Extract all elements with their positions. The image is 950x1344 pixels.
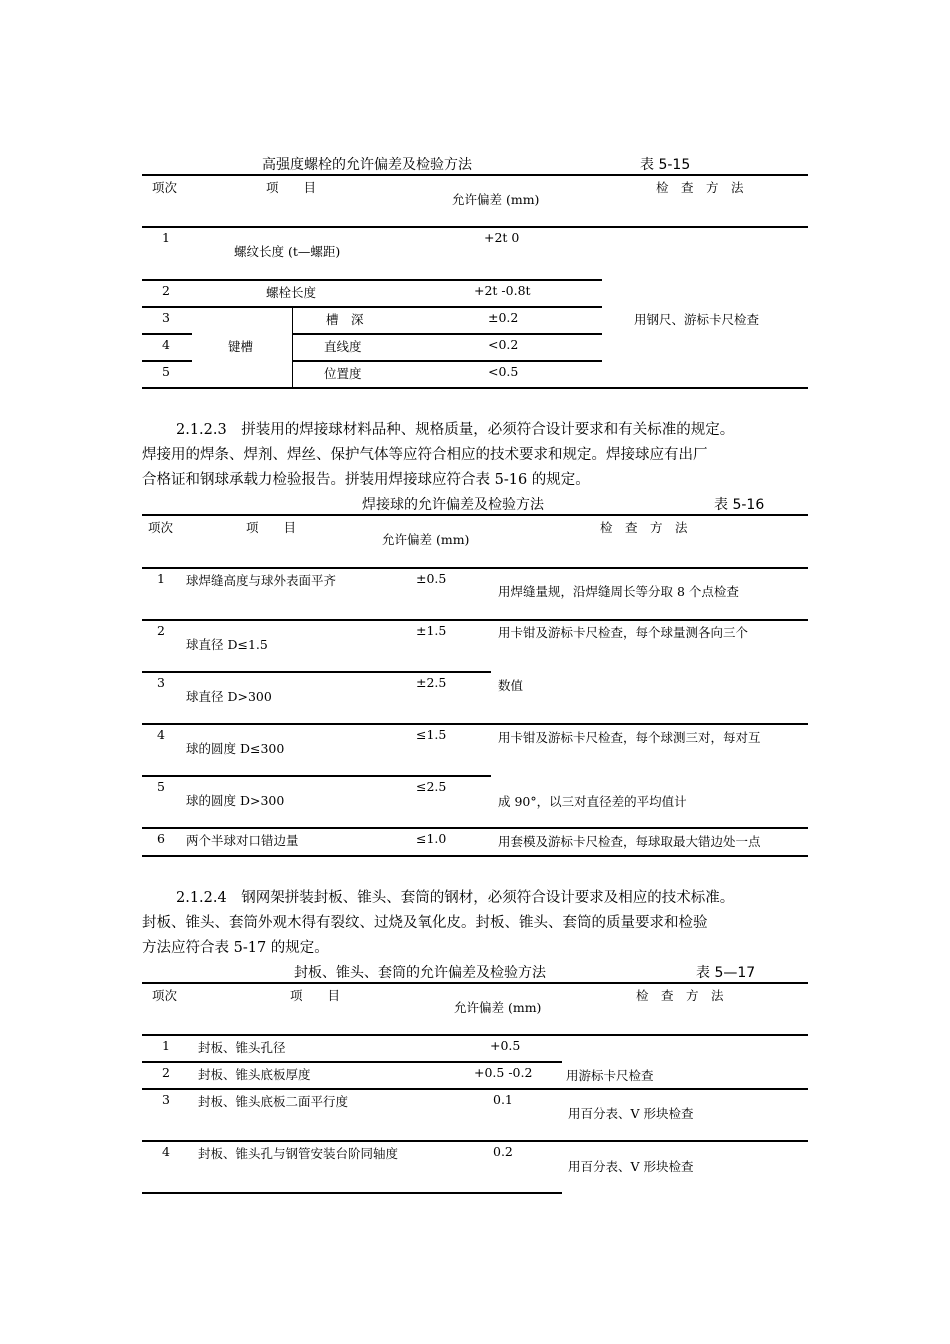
- header-no: 项次: [152, 180, 178, 195]
- paragraph-line: 焊接用的焊条、焊剂、焊丝、保护气体等应符合相应的技术要求和规定。焊接球应有出厂: [142, 447, 708, 463]
- table-title: 高强度螺栓的允许偏差及检验方法: [262, 157, 472, 173]
- row-method: 用百分表、V 形块检查: [568, 1159, 694, 1174]
- header-item: 项 目: [290, 988, 341, 1003]
- row-subitem: 直线度: [324, 339, 362, 354]
- row-method: 用套模及游标卡尺检查，每球取最大错边处一点: [498, 834, 761, 849]
- row-method: 用卡钳及游标卡尺检查，每个球测三对，每对互: [498, 730, 761, 745]
- table-title: 封板、锥头、套筒的允许偏差及检验方法: [294, 965, 546, 981]
- row-item: 封板、锥头底板二面平行度: [198, 1094, 349, 1109]
- row-tolerance: <0.2: [488, 337, 519, 352]
- row-tolerance: +2t 0: [484, 230, 520, 245]
- row-method: 用卡钳及游标卡尺检查，每个球量测各向三个: [498, 625, 749, 640]
- table-label: 表 5-16: [714, 497, 765, 513]
- row-no: 4: [162, 337, 170, 352]
- row-tolerance: 0.1: [493, 1092, 513, 1107]
- paragraph-line: 合格证和钢球承载力检验报告。拼装用焊接球应符合表 5-16 的规定。: [142, 472, 590, 488]
- header-no: 项次: [152, 988, 178, 1003]
- row-subitem: 位置度: [324, 366, 362, 381]
- table-label: 表 5-15: [640, 157, 691, 173]
- row-item: 封板、锥头孔与钢管安装台阶同轴度: [198, 1146, 399, 1161]
- row-no: 3: [157, 675, 165, 690]
- row-tolerance: ±0.2: [488, 310, 519, 325]
- row-item: 螺栓长度: [266, 285, 317, 300]
- row-method: 用钢尺、游标卡尺检查: [634, 312, 760, 327]
- row-item: 封板、锥头底板厚度: [198, 1067, 311, 1082]
- row-no: 1: [162, 1038, 170, 1053]
- row-method: 数值: [498, 678, 524, 693]
- row-no: 3: [162, 310, 170, 325]
- paragraph-line: 方法应符合表 5-17 的规定。: [142, 940, 329, 956]
- row-method: 用游标卡尺检查: [566, 1068, 654, 1083]
- header-tolerance: 允许偏差 (mm): [382, 532, 470, 547]
- row-item: 两个半球对口错边量: [186, 833, 299, 848]
- row-item: 球的圆度 D≤300: [186, 741, 285, 756]
- row-tolerance: <0.5: [488, 364, 519, 379]
- table-title: 焊接球的允许偏差及检验方法: [362, 497, 544, 513]
- row-no: 2: [162, 283, 170, 298]
- row-tolerance: +0.5 -0.2: [474, 1065, 533, 1080]
- row-no: 1: [162, 230, 170, 245]
- row-item: 螺纹长度 (t—螺距): [234, 244, 341, 259]
- row-item: 球直径 D≤1.5: [186, 637, 268, 652]
- header-item: 项 目: [246, 520, 297, 535]
- row-no: 2: [157, 623, 165, 638]
- header-method: 检 查 方 法: [600, 520, 688, 535]
- row-item: 封板、锥头孔径: [198, 1040, 286, 1055]
- row-no: 3: [162, 1092, 170, 1107]
- table-label: 表 5—17: [696, 965, 756, 981]
- header-item: 项 目: [266, 180, 317, 195]
- row-tolerance: +0.5: [490, 1038, 521, 1053]
- paragraph-line: 2.1.2.3 拼装用的焊接球材料品种、规格质量，必须符合设计要求和有关标准的规定。: [176, 422, 735, 438]
- row-subitem: 槽 深: [326, 312, 364, 327]
- header-method: 检 查 方 法: [636, 988, 724, 1003]
- row-no: 4: [157, 727, 165, 742]
- row-method: 用百分表、V 形块检查: [568, 1106, 694, 1121]
- row-tolerance: ≤1.0: [416, 831, 447, 846]
- paragraph-line: 封板、锥头、套筒外观木得有裂纹、过烧及氧化皮。封板、锥头、套筒的质量要求和检验: [142, 915, 708, 931]
- row-tolerance: ≤2.5: [416, 779, 447, 794]
- row-item: 球的圆度 D>300: [186, 793, 285, 808]
- row-no: 5: [162, 364, 170, 379]
- row-item: 球焊缝高度与球外表面平齐: [186, 573, 337, 588]
- header-tolerance: 允许偏差 (mm): [454, 1000, 542, 1015]
- row-tolerance: ±2.5: [416, 675, 447, 690]
- row-group: 键槽: [228, 339, 254, 354]
- row-tolerance: ±1.5: [416, 623, 447, 638]
- row-tolerance: ±0.5: [416, 571, 447, 586]
- header-no: 项次: [148, 520, 174, 535]
- row-method: 用焊缝量规，沿焊缝周长等分取 8 个点检查: [498, 584, 739, 599]
- row-tolerance: +2t -0.8t: [474, 283, 531, 298]
- row-no: 6: [157, 831, 165, 846]
- row-method: 成 90°，以三对直径差的平均值计: [498, 794, 687, 809]
- row-tolerance: ≤1.5: [416, 727, 447, 742]
- paragraph-line: 2.1.2.4 钢网架拼装封板、锥头、套筒的钢材，必须符合设计要求及相应的技术标准。: [176, 890, 735, 906]
- row-no: 4: [162, 1144, 170, 1159]
- row-no: 2: [162, 1065, 170, 1080]
- header-method: 检 查 方 法: [656, 180, 744, 195]
- row-no: 5: [157, 779, 165, 794]
- row-no: 1: [157, 571, 165, 586]
- header-tolerance: 允许偏差 (mm): [452, 192, 540, 207]
- row-tolerance: 0.2: [493, 1144, 513, 1159]
- row-item: 球直径 D>300: [186, 689, 272, 704]
